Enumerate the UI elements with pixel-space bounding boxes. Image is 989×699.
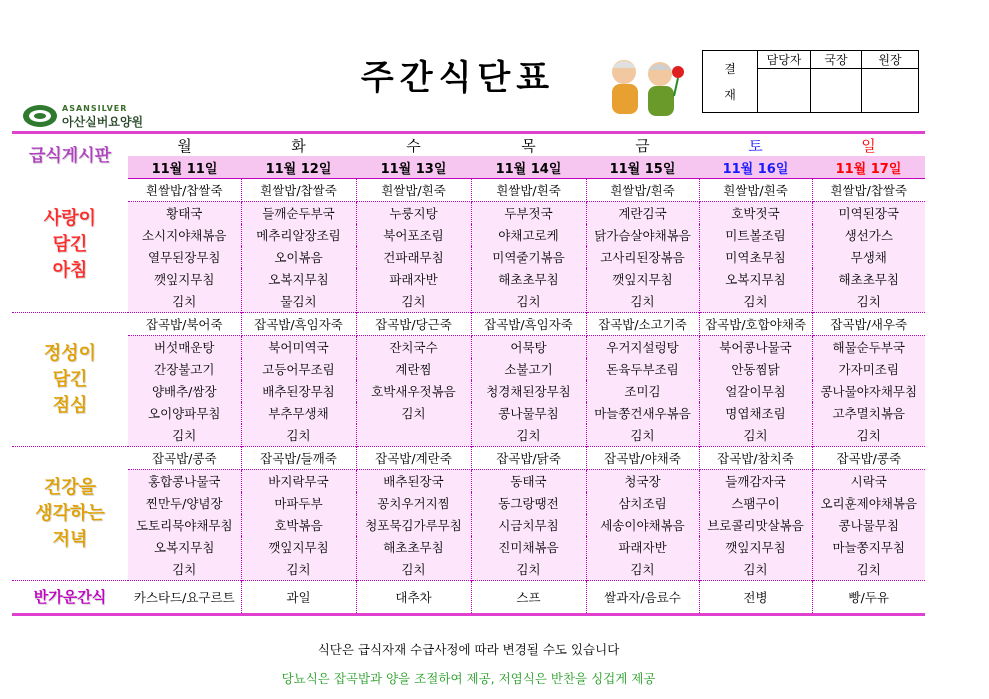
board-label-cell [12,133,128,179]
rice-porridge-wed: 잡곡밥/계란죽 [356,447,471,470]
rice-porridge-sun: 잡곡밥/새우죽 [812,313,925,336]
dish-sun: 김치 [812,558,925,581]
rice-porridge-fri: 잡곡밥/야채죽 [586,447,699,470]
meal-label-line: 담긴 [52,368,88,390]
dish-sat: 김치 [699,558,812,581]
dish-wed: 해초초무침 [356,536,471,558]
snack-thu: 스프 [471,581,586,615]
dish-thu: 진미채볶음 [471,536,586,558]
dish-sat: 북어콩나물국 [699,336,812,359]
dish-tue: 김치 [241,558,356,581]
dish-wed: 계란찜 [356,358,471,380]
rice-porridge-sun: 잡곡밥/콩죽 [812,447,925,470]
dish-tue: 배추된장무침 [241,380,356,402]
meal-label-line: 건강을 [43,476,97,498]
meal-label-line: 생각하는 [35,502,105,524]
rice-porridge-sun: 흰쌀밥/찹쌀죽 [812,179,925,202]
day-name-wed: 수 [406,136,421,155]
date-mon: 11월 11일 [128,156,241,179]
dinner-section [12,447,925,581]
dish-thu: 콩나물무침 [471,402,586,424]
grandparents-illustration [598,52,694,124]
snack-fri: 쌀과자/음료수 [586,581,699,615]
snack-tue: 과일 [241,581,356,615]
dish-sat: 김치 [699,424,812,447]
dish-tue: 김치 [241,424,356,447]
dish-mon: 김치 [128,558,241,581]
dish-thu: 두부젓국 [471,202,586,225]
logo-subtitle: ASANSILVER [62,104,128,113]
dish-mon: 김치 [128,290,241,313]
approval-sign-staff[interactable] [758,69,811,113]
dish-mon: 도토리묵야채무침 [128,514,241,536]
date-wed: 11월 13일 [356,156,471,179]
approval-role-director: 국장 [811,51,862,69]
rice-porridge-sat: 흰쌀밥/흰죽 [699,179,812,202]
rice-porridge-thu: 잡곡밥/닭죽 [471,447,586,470]
rice-porridge-thu: 잡곡밥/흑임자죽 [471,313,586,336]
snack-label: 반가운간식 [33,588,107,606]
dish-tue: 바지락무국 [241,470,356,493]
rice-porridge-wed: 흰쌀밥/흰죽 [356,179,471,202]
dish-sun: 콩나물무침 [812,514,925,536]
dish-wed: 누룽지탕 [356,202,471,225]
dish-fri: 김치 [586,290,699,313]
dish-sat: 안동찜닭 [699,358,812,380]
dish-mon: 깻잎지무침 [128,268,241,290]
rice-porridge-tue: 흰쌀밥/찹쌀죽 [241,179,356,202]
dish-sun: 고추멸치볶음 [812,402,925,424]
dish-mon: 열무된장무침 [128,246,241,268]
dish-sun: 시락국 [812,470,925,493]
meal-label-line: 점심 [52,394,88,416]
dish-wed: 잔치국수 [356,336,471,359]
notice-diet: 당뇨식은 잡곡밥과 양을 조절하여 제공, 저염식은 반찬을 싱겁게 제공 [281,671,656,686]
dish-fri: 닭가슴살야채볶음 [586,224,699,246]
dish-wed: 건파래무침 [356,246,471,268]
dish-mon: 홍합콩나물국 [128,470,241,493]
dish-mon: 양배추/쌈장 [128,380,241,402]
dish-fri: 김치 [586,424,699,447]
dish-wed: 김치 [356,290,471,313]
approval-role-head: 원장 [862,51,919,69]
snack-sat: 전병 [699,581,812,615]
dish-sat: 호박젓국 [699,202,812,225]
meal-label-cell [12,447,128,581]
dish-thu: 시금치무침 [471,514,586,536]
dish-thu: 동그랑땡전 [471,492,586,514]
dish-sun: 무생채 [812,246,925,268]
rice-porridge-tue: 잡곡밥/들깨죽 [241,447,356,470]
dish-fri: 청국장 [586,470,699,493]
date-thu: 11월 14일 [471,156,586,179]
rice-porridge-thu: 흰쌀밥/흰죽 [471,179,586,202]
approval-box [702,50,919,113]
dish-fri: 삼치조림 [586,492,699,514]
dish-mon: 황태국 [128,202,241,225]
dish-fri: 우거지설렁탕 [586,336,699,359]
dish-mon: 오이양파무침 [128,402,241,424]
dish-thu: 소불고기 [471,358,586,380]
date-tue: 11월 12일 [241,156,356,179]
dish-tue: 들깨순두부국 [241,202,356,225]
dish-thu: 김치 [471,290,586,313]
dish-sun: 미역된장국 [812,202,925,225]
dish-wed [356,424,471,447]
dish-thu: 미역줄기볶음 [471,246,586,268]
dish-wed: 호박새우젓볶음 [356,380,471,402]
dish-mon: 소시지야채볶음 [128,224,241,246]
dish-mon: 찐만두/양념장 [128,492,241,514]
dish-thu: 김치 [471,558,586,581]
dish-tue: 깻잎지무침 [241,536,356,558]
dish-sun: 콩나물야자채무침 [812,380,925,402]
dish-wed: 청포묵김가루무침 [356,514,471,536]
dish-fri: 계란김국 [586,202,699,225]
dish-sat: 미트볼조림 [699,224,812,246]
dish-sat: 미역초무침 [699,246,812,268]
notice-supply: 식단은 급식자재 수급사정에 따라 변경될 수도 있습니다 [317,642,620,657]
dish-sat: 얼갈이무침 [699,380,812,402]
day-name-sat: 토 [748,136,763,155]
meal-label-cell [12,179,128,313]
dish-tue: 메추리알장조림 [241,224,356,246]
day-name-sun: 일 [861,136,876,155]
dish-fri: 깻잎지무침 [586,268,699,290]
dish-thu: 해초초무침 [471,268,586,290]
dish-mon: 김치 [128,424,241,447]
day-name-mon: 월 [177,136,192,155]
dish-wed: 북어포조림 [356,224,471,246]
dish-fri: 조미김 [586,380,699,402]
dish-wed: 배추된장국 [356,470,471,493]
day-name-thu: 목 [521,136,536,155]
dish-sun: 생선가스 [812,224,925,246]
dish-tue: 오이볶음 [241,246,356,268]
meal-label-line: 아침 [52,260,88,282]
dish-sun: 해물순두부국 [812,336,925,359]
rice-porridge-sat: 잡곡밥/호합야채죽 [699,313,812,336]
dish-tue: 오복지무침 [241,268,356,290]
snack-sun: 빵/두유 [812,581,925,615]
meal-label-line: 정성이 [43,342,97,364]
rice-porridge-fri: 잡곡밥/소고기죽 [586,313,699,336]
dish-tue: 물김치 [241,290,356,313]
dish-thu: 김치 [471,424,586,447]
weekly-menu-table [12,131,925,616]
dish-sat: 깻잎지무침 [699,536,812,558]
approval-sign-head[interactable] [862,69,919,113]
dish-thu: 청경채된장무침 [471,380,586,402]
dish-sun: 가자미조림 [812,358,925,380]
dish-sat: 명엽채조림 [699,402,812,424]
dish-tue: 호박볶음 [241,514,356,536]
approval-side-2: 재 [724,87,736,102]
dish-sun: 해초초무침 [812,268,925,290]
rice-porridge-sat: 잡곡밥/참치죽 [699,447,812,470]
dish-sun: 마늘쫑지무침 [812,536,925,558]
dish-tue: 북어미역국 [241,336,356,359]
dish-fri: 마늘쫑건새우볶음 [586,402,699,424]
dish-fri: 돈육두부조림 [586,358,699,380]
dish-thu: 어묵탕 [471,336,586,359]
dish-sat: 오복지무침 [699,268,812,290]
day-name-fri: 금 [635,136,650,155]
dish-tue: 마파두부 [241,492,356,514]
rice-porridge-wed: 잡곡밥/당근죽 [356,313,471,336]
snack-label-cell [12,581,128,615]
dish-sat: 들깨감자국 [699,470,812,493]
rice-porridge-tue: 잡곡밥/흑임자죽 [241,313,356,336]
dish-fri: 파래자반 [586,536,699,558]
dish-tue: 고등어무조림 [241,358,356,380]
dish-wed: 김치 [356,558,471,581]
date-sat: 11월 16일 [699,156,812,179]
snack-wed: 대추차 [356,581,471,615]
dish-wed: 파래자반 [356,268,471,290]
dish-sun: 김치 [812,424,925,447]
snack-mon: 카스타드/요구르트 [128,581,241,615]
dish-mon: 간장불고기 [128,358,241,380]
dish-sat: 스팸구이 [699,492,812,514]
approval-side-1: 결 [724,61,736,76]
rice-porridge-mon: 잡곡밥/북어죽 [128,313,241,336]
dish-fri: 고사리된장볶음 [586,246,699,268]
dish-mon: 오복지무침 [128,536,241,558]
approval-role-staff: 담당자 [758,51,811,69]
date-fri: 11월 15일 [586,156,699,179]
day-name-tue: 화 [291,136,306,155]
dish-fri: 김치 [586,558,699,581]
dish-fri: 세송이야채볶음 [586,514,699,536]
board-label: 급식게시판 [28,146,112,167]
rice-porridge-mon: 흰쌀밥/찹쌀죽 [128,179,241,202]
page-title: 주간식단표 [360,58,556,98]
meal-label-line: 저녁 [52,528,88,550]
dish-sat: 김치 [699,290,812,313]
dish-wed: 꽁치우거지찜 [356,492,471,514]
dish-sun: 김치 [812,290,925,313]
dish-thu: 동태국 [471,470,586,493]
dish-mon: 버섯매운탕 [128,336,241,359]
logo-name: 아산실버요양원 [62,115,144,129]
date-sun: 11월 17일 [812,156,925,179]
dish-thu: 야채고로케 [471,224,586,246]
dish-sun: 오리훈제야채볶음 [812,492,925,514]
meal-label-cell [12,313,128,447]
approval-sign-director[interactable] [811,69,862,113]
lunch-section [12,313,925,447]
meal-label-line: 사랑이 [43,208,97,230]
meal-label-line: 담긴 [52,234,88,256]
dish-wed: 김치 [356,402,471,424]
dish-tue: 부추무생채 [241,402,356,424]
dish-sat: 브로콜리맛살볶음 [699,514,812,536]
breakfast-section [12,179,925,313]
rice-porridge-mon: 잡곡밥/콩죽 [128,447,241,470]
rice-porridge-fri: 흰쌀밥/흰죽 [586,179,699,202]
